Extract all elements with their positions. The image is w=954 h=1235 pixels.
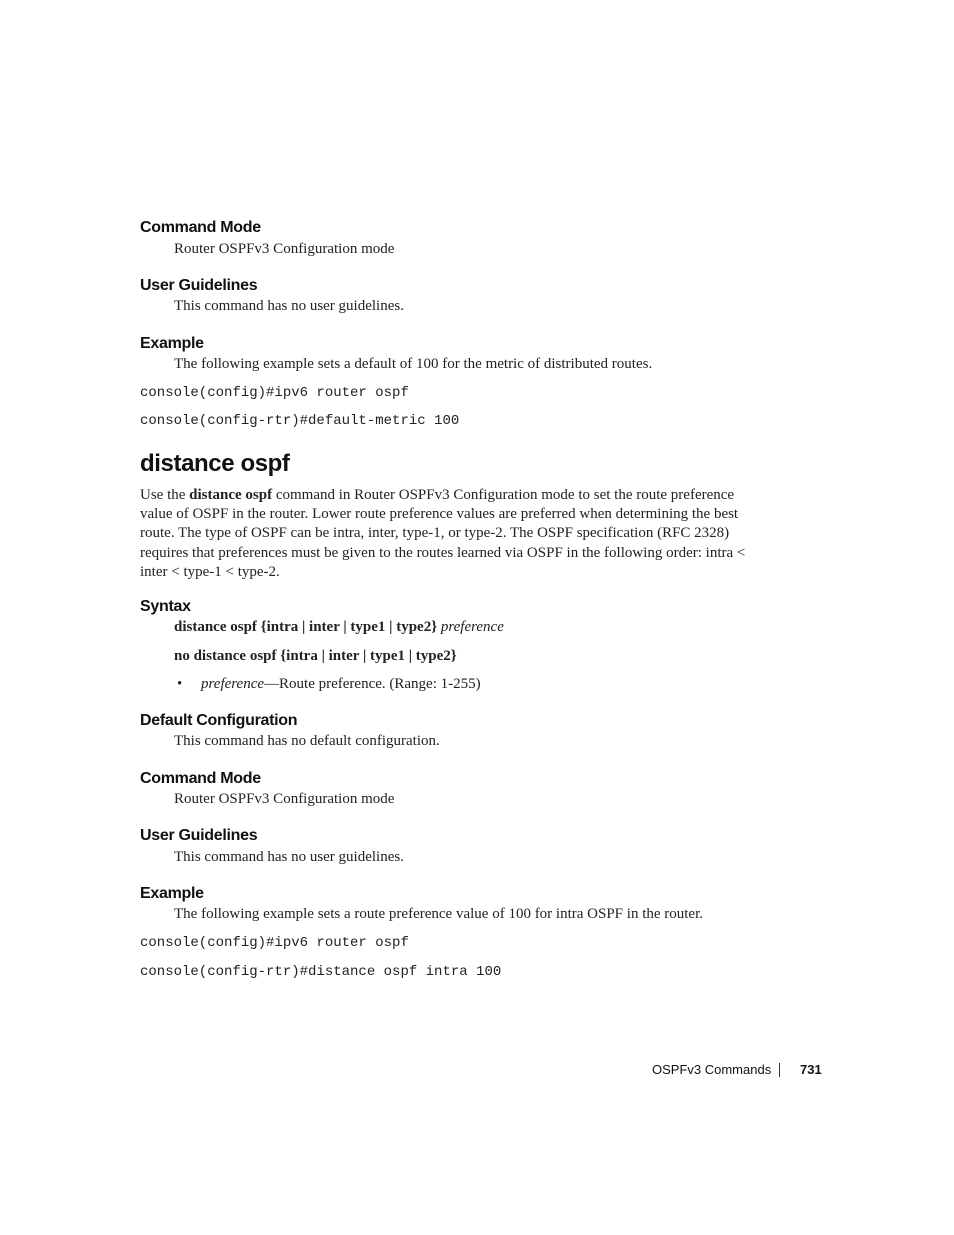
syntax-heading: Syntax — [140, 598, 191, 615]
user-guidelines-heading: User Guidelines — [140, 827, 258, 844]
syntax-no-command: no distance ospf {intra | inter | type1 | type2} — [174, 648, 457, 664]
example-heading: Example — [140, 335, 204, 352]
user-guidelines-text: This command has no user guidelines. — [174, 849, 404, 865]
example-text: The following example sets a default of 100 for the metric of distributed routes. — [174, 356, 653, 372]
footer-chapter: OSPFv3 Commands — [652, 1062, 772, 1077]
command-mode-text: Router OSPFv3 Configuration mode — [174, 241, 395, 257]
code-line: console(config)#ipv6 router ospf — [140, 385, 409, 401]
code-line: console(config)#ipv6 router ospf — [140, 935, 409, 951]
intro-post: command in Router OSPFv3 Configuration mode to set the route preference value of OSPF in the router. Lower route preference values are preferred when determining the best route. The type of OSPF can be intra, inter, type-1, or type-2. The OSPF specification (RFC 2328) requires that preferences must be given to the routes learned via OSPF in the following order: intra < inter < type-1 < type-2. — [140, 487, 746, 580]
command-mode-text: Router OSPFv3 Configuration mode — [174, 791, 395, 807]
user-guidelines-text: This command has no user guidelines. — [174, 298, 404, 314]
footer-divider — [779, 1063, 780, 1077]
example-heading: Example — [140, 885, 204, 902]
intro-paragraph — [140, 486, 765, 582]
syntax-command: distance ospf {intra | inter | type1 | type2} — [174, 619, 438, 635]
bullet-item — [201, 676, 481, 693]
bullet-term: preference — [201, 676, 265, 692]
command-mode-heading: Command Mode — [140, 219, 261, 236]
intro-command: distance ospf — [189, 487, 273, 503]
default-config-text: This command has no default configuration. — [174, 733, 440, 749]
example-text: The following example sets a route preference value of 100 for intra OSPF in the router. — [174, 906, 704, 922]
bullet-symbol: • — [177, 676, 183, 692]
code-line: console(config-rtr)#default-metric 100 — [140, 413, 460, 429]
bullet-desc: —Route preference. (Range: 1-255) — [264, 676, 481, 692]
syntax-argument: preference — [440, 619, 504, 635]
intro-pre: Use the — [140, 487, 190, 503]
code-line: console(config-rtr)#distance ospf intra 100 — [140, 964, 502, 980]
page-number: 731 — [800, 1062, 822, 1077]
default-config-heading: Default Configuration — [140, 712, 298, 729]
user-guidelines-heading: User Guidelines — [140, 277, 258, 294]
syntax-line — [174, 619, 504, 636]
command-mode-heading: Command Mode — [140, 770, 261, 787]
syntax-line-no — [174, 648, 457, 665]
command-title: distance ospf — [140, 450, 290, 477]
